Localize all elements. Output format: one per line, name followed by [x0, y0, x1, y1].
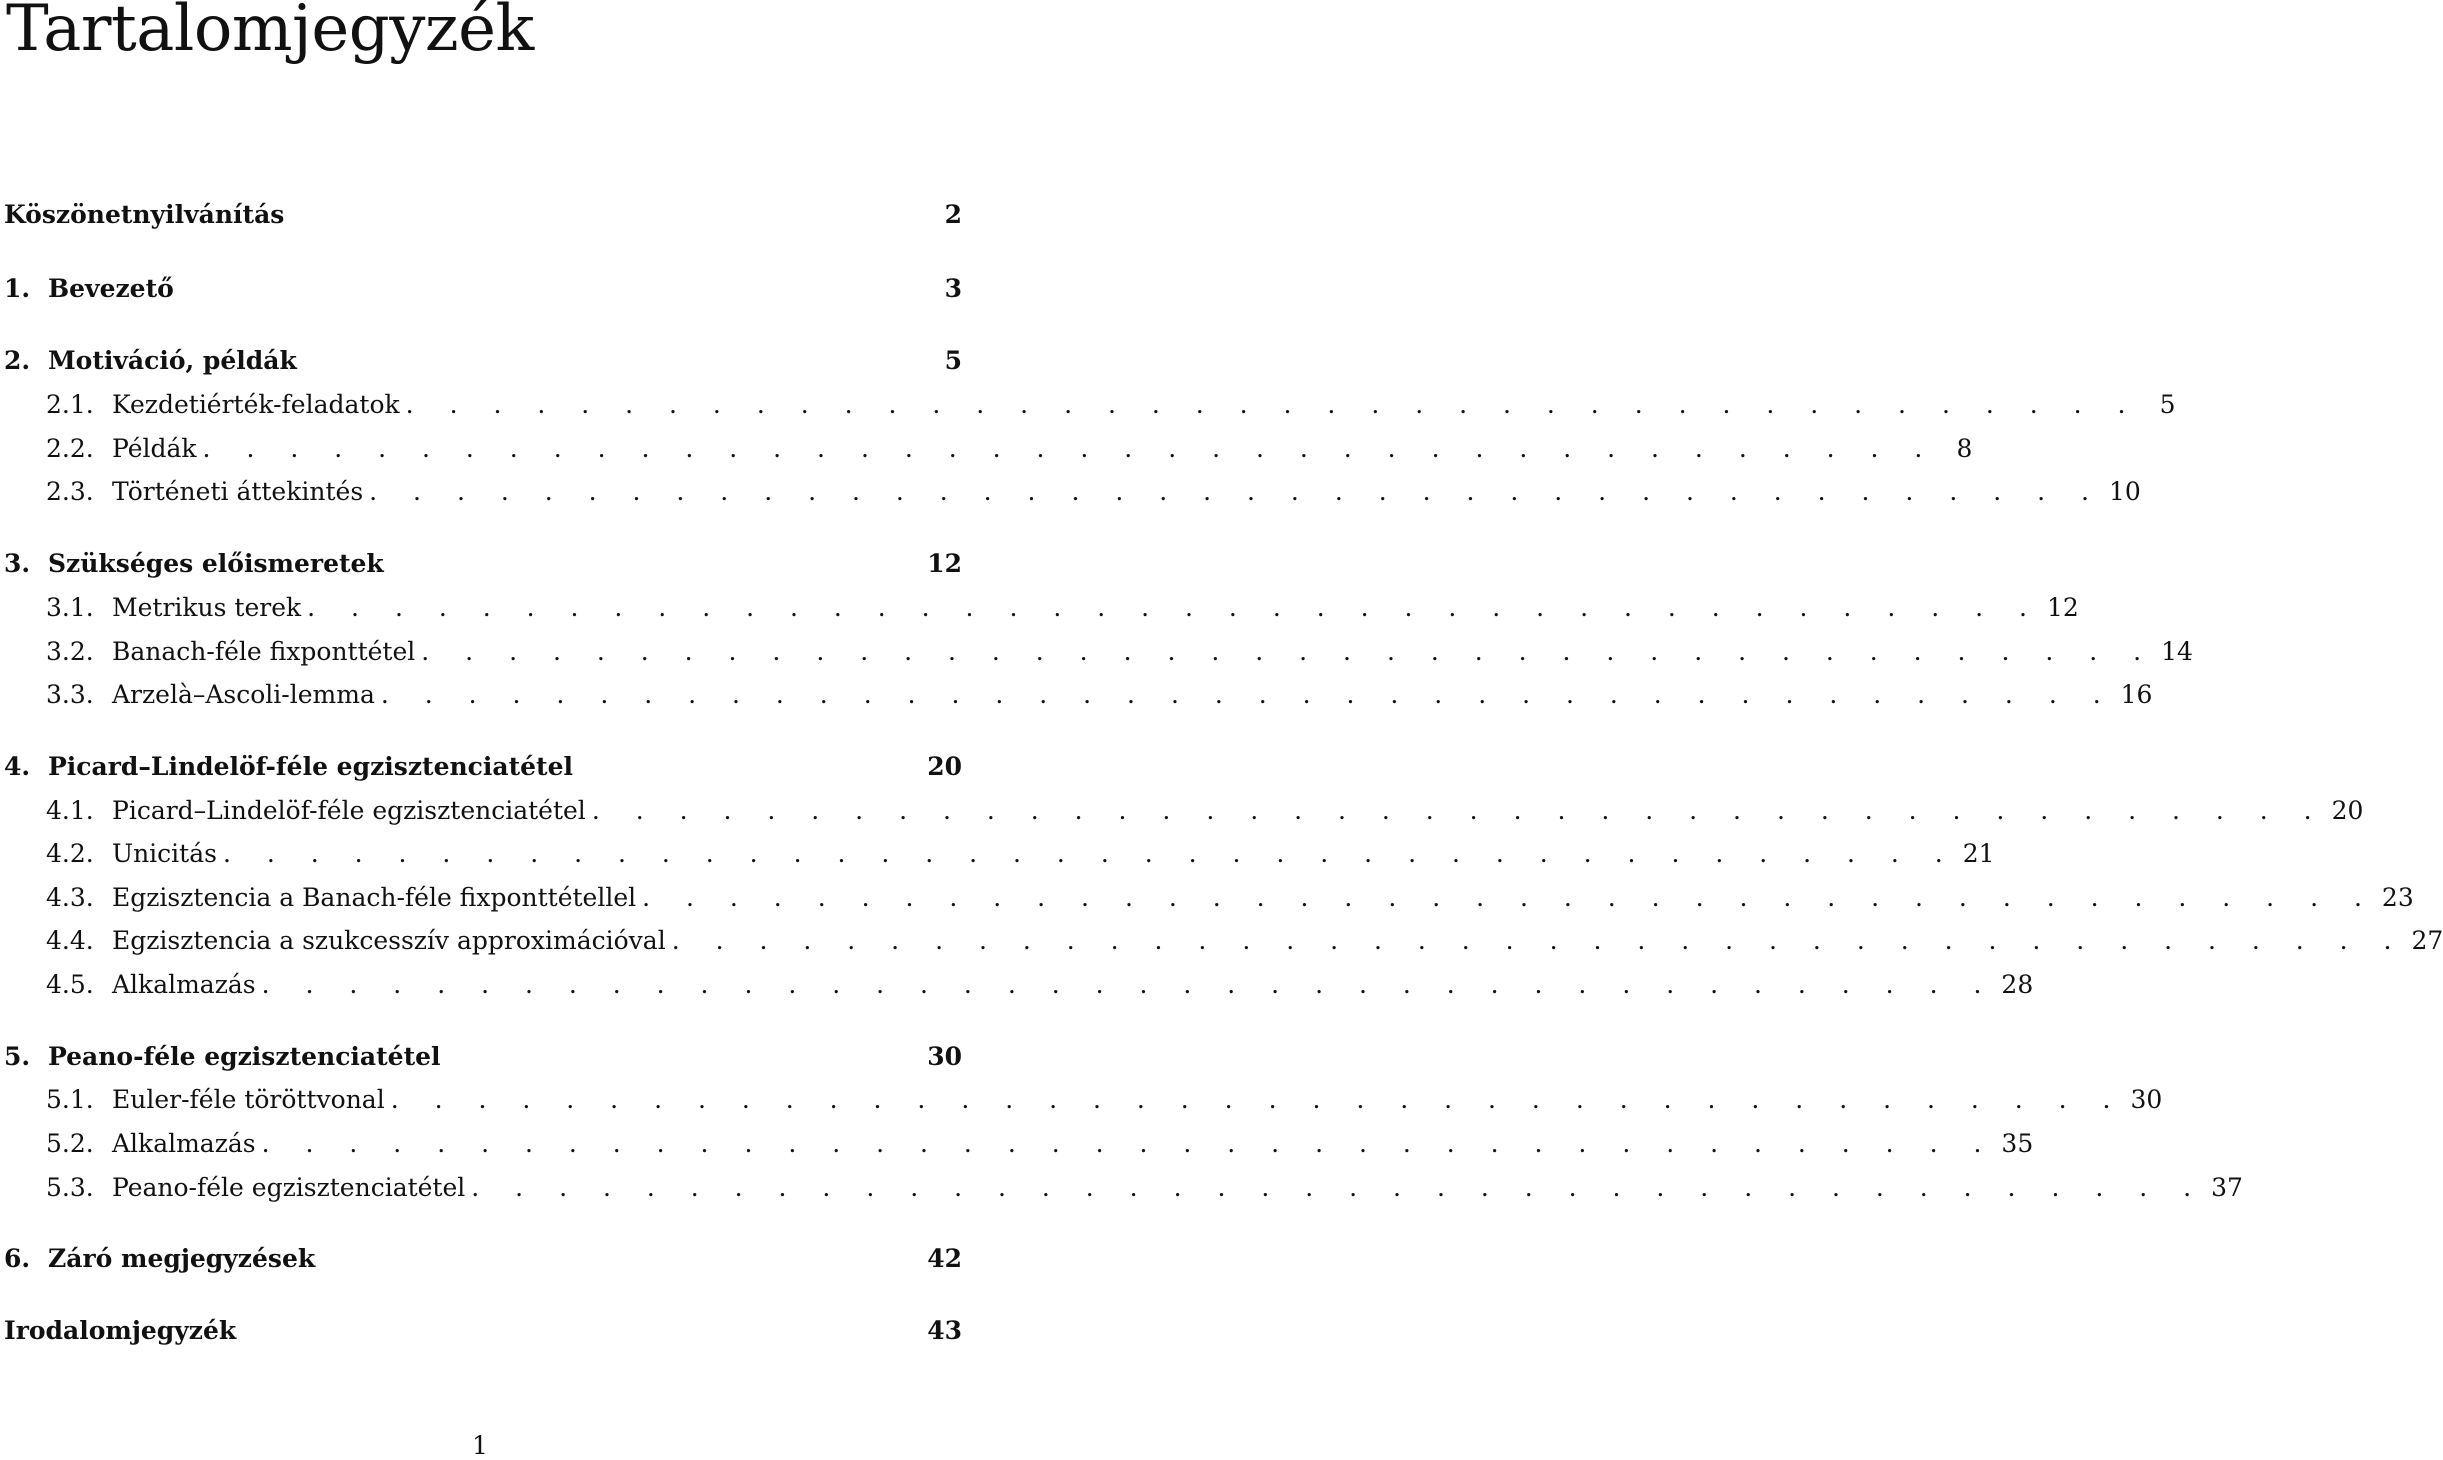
toc-entry-label: Egzisztencia a szukcesszív approximációval	[112, 926, 666, 955]
toc-entry-label: Euler-féle töröttvonal	[112, 1085, 385, 1114]
toc-entry-page: 20	[2332, 796, 2364, 825]
toc-entry-label: Egzisztencia a Banach-féle fixponttétellel	[112, 883, 636, 912]
dot-leader: . . . . . . . . . . . . . . . . . . . . . . . . . . . . . . . . . . . . . . . .	[381, 680, 2115, 709]
toc-entry-label: Köszönetnyilvánítás	[0, 200, 284, 229]
toc-entry-page: 30	[2131, 1085, 2163, 1114]
toc-entry-number: 4.3.	[0, 883, 112, 912]
toc-entry-section-4-4[interactable]	[0, 926, 962, 958]
toc-entry-number: 1.	[0, 274, 48, 303]
toc-entry-page: 28	[2001, 970, 2033, 999]
dot-leader: . . . . . . . . . . . . . . . . . . . . . . . . . . . . . . . . . . . . . . . .	[592, 796, 2326, 825]
toc-entry-label: Motiváció, példák	[48, 346, 297, 375]
toc-entry-section-4-5[interactable]	[0, 970, 962, 1002]
toc-entry-page: 10	[2109, 477, 2141, 506]
toc-entry-section-3-3[interactable]	[0, 680, 962, 712]
dot-leader: . . . . . . . . . . . . . . . . . . . . . . . . . . . . . . . . . . . . . . . .	[307, 593, 2041, 622]
toc-entry-section-3-2[interactable]	[0, 637, 962, 669]
toc-entry-section-4-1[interactable]	[0, 796, 962, 828]
toc-entry-label: Arzelà–Ascoli-lemma	[112, 680, 375, 709]
toc-entry-label: Bevezető	[48, 274, 174, 303]
toc-entry-page: 14	[2161, 637, 2193, 666]
toc-entry-chapter-2[interactable]	[0, 346, 962, 378]
toc-entry-label: Példák	[112, 434, 197, 463]
toc-entry-section-5-3[interactable]	[0, 1173, 962, 1205]
toc-entry-page: 35	[2001, 1129, 2033, 1158]
toc-entry-page: 37	[2211, 1173, 2243, 1202]
toc-entry-chapter-4[interactable]	[0, 752, 962, 784]
dot-leader: . . . . . . . . . . . . . . . . . . . . . . . . . . . . . . . . . . . . . . . .	[642, 883, 2376, 912]
toc-entry-number: 5.	[0, 1042, 48, 1071]
page-number: 1	[0, 1431, 960, 1460]
toc-entry-page: 43	[927, 1316, 962, 1345]
toc-entry-bibliography[interactable]	[0, 1316, 962, 1348]
toc-entry-section-2-1[interactable]	[0, 390, 962, 422]
toc-entry-page: 8	[1942, 434, 1972, 463]
page-title: Tartalomjegyzék	[6, 0, 534, 66]
toc-entry-page: 23	[2382, 883, 2414, 912]
toc-entry-number: 5.2.	[0, 1129, 112, 1158]
toc-entry-label: Metrikus terek	[112, 593, 301, 622]
toc-entry-label: Záró megjegyzések	[48, 1244, 315, 1273]
toc-entry-page: 30	[927, 1042, 962, 1071]
dot-leader: . . . . . . . . . . . . . . . . . . . . . . . . . . . . . . . . . . . . . . . .	[223, 839, 1957, 868]
dot-leader: . . . . . . . . . . . . . . . . . . . . . . . . . . . . . . . . . . . . . . . .	[369, 477, 2103, 506]
toc-entry-chapter-1[interactable]	[0, 274, 962, 306]
toc-entry-label: Picard–Lindelöf-féle egzisztenciatétel	[48, 752, 573, 781]
dot-leader: . . . . . . . . . . . . . . . . . . . . . . . . . . . . . . . . . . . . . . . .	[406, 390, 2140, 419]
toc-entry-page: 16	[2121, 680, 2153, 709]
toc-entry-label: Unicitás	[112, 839, 217, 868]
toc-entry-label: Kezdetiérték-feladatok	[112, 390, 400, 419]
toc-entry-number: 3.3.	[0, 680, 112, 709]
toc-entry-label: Szükséges előismeretek	[48, 549, 384, 578]
toc-entry-label: Alkalmazás	[112, 1129, 256, 1158]
toc-entry-label: Irodalomjegyzék	[0, 1316, 236, 1345]
toc-entry-number: 4.	[0, 752, 48, 781]
toc-entry-label: Alkalmazás	[112, 970, 256, 999]
toc-entry-number: 3.2.	[0, 637, 112, 666]
toc-entry-label: Picard–Lindelöf-féle egzisztenciatétel	[112, 796, 586, 825]
dot-leader: . . . . . . . . . . . . . . . . . . . . . . . . . . . . . . . . . . . . . . . .	[262, 1129, 1996, 1158]
toc-entry-number: 2.2.	[0, 434, 112, 463]
toc-entry-label: Banach-féle fixponttétel	[112, 637, 415, 666]
dot-leader: . . . . . . . . . . . . . . . . . . . . . . . . . . . . . . . . . . . . . . . .	[471, 1173, 2205, 1202]
toc-entry-number: 5.1.	[0, 1085, 112, 1114]
dot-leader: . . . . . . . . . . . . . . . . . . . . . . . . . . . . . . . . . . . . . . . .	[203, 434, 1937, 463]
toc-entry-page: 20	[927, 752, 962, 781]
toc-entry-page: 27	[2412, 926, 2443, 955]
dot-leader: . . . . . . . . . . . . . . . . . . . . . . . . . . . . . . . . . . . . . . . .	[672, 926, 2406, 955]
toc-entry-page: 5	[932, 346, 962, 375]
toc-entry-chapter-6[interactable]	[0, 1244, 962, 1276]
toc-entry-number: 5.3.	[0, 1173, 112, 1202]
toc-entry-section-2-3[interactable]	[0, 477, 962, 509]
dot-leader: . . . . . . . . . . . . . . . . . . . . . . . . . . . . . . . . . . . . . . . .	[262, 970, 1996, 999]
toc-entry-number: 3.1.	[0, 593, 112, 622]
toc-entry-page: 12	[2047, 593, 2079, 622]
toc-entry-section-4-3[interactable]	[0, 883, 962, 915]
toc-entry-label: Peano-féle egzisztenciatétel	[112, 1173, 465, 1202]
toc-entry-chapter-3[interactable]	[0, 549, 962, 581]
toc-entry-number: 6.	[0, 1244, 48, 1273]
toc-entry-section-5-1[interactable]	[0, 1085, 962, 1117]
toc-entry-label: Történeti áttekintés	[112, 477, 363, 506]
toc-entry-page: 5	[2145, 390, 2175, 419]
toc-entry-section-4-2[interactable]	[0, 839, 962, 871]
toc-entry-section-2-2[interactable]	[0, 434, 962, 466]
toc-entry-section-3-1[interactable]	[0, 593, 962, 625]
dot-leader: . . . . . . . . . . . . . . . . . . . . . . . . . . . . . . . . . . . . . . . .	[421, 637, 2155, 666]
toc-entry-number: 4.5.	[0, 970, 112, 999]
toc-entry-page: 3	[932, 274, 962, 303]
toc-entry-label: Peano-féle egzisztenciatétel	[48, 1042, 441, 1071]
toc-entry-page: 2	[932, 200, 962, 229]
toc-entry-number: 4.1.	[0, 796, 112, 825]
toc-entry-number: 2.3.	[0, 477, 112, 506]
toc-entry-number: 4.4.	[0, 926, 112, 955]
toc-entry-number: 3.	[0, 549, 48, 578]
toc-entry-page: 21	[1963, 839, 1995, 868]
toc-entry-acknowledgements[interactable]	[0, 200, 962, 232]
toc-entry-page: 12	[927, 549, 962, 578]
toc-entry-section-5-2[interactable]	[0, 1129, 962, 1161]
toc-entry-chapter-5[interactable]	[0, 1042, 962, 1074]
toc-entry-number: 4.2.	[0, 839, 112, 868]
toc-entry-number: 2.1.	[0, 390, 112, 419]
toc-entry-number: 2.	[0, 346, 48, 375]
dot-leader: . . . . . . . . . . . . . . . . . . . . . . . . . . . . . . . . . . . . . . . .	[391, 1085, 2125, 1114]
toc-entry-page: 42	[927, 1244, 962, 1273]
